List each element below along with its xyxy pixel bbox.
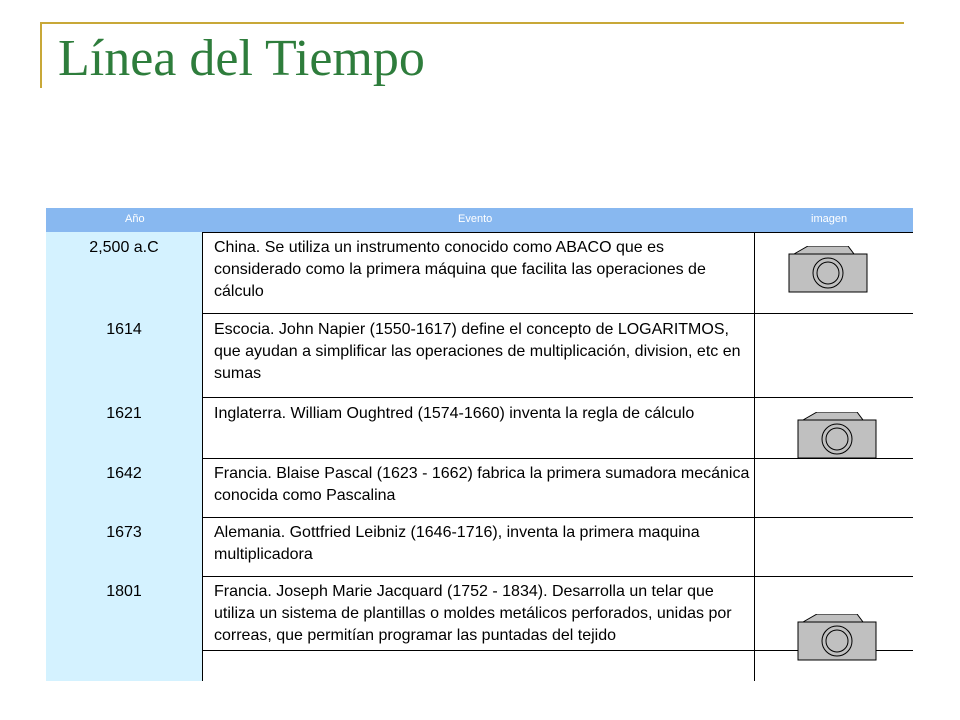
row-event: China. Se utiliza un instrumento conocido como ABACO que es considerado como la primera máquina que facilita las operaciones de cálculo: [214, 239, 706, 300]
header-event: Evento: [458, 213, 493, 225]
row-year: 1673: [106, 524, 142, 541]
row-year: 2,500 a.C: [89, 239, 159, 256]
header-year: Año: [125, 213, 145, 225]
year-column-background: [46, 232, 202, 681]
row-event: Escocia. John Napier (1550-1617) define el concepto de LOGARITMOS, que ayudan a simplificar las operaciones de multiplicación, division, etc en sumas: [214, 321, 741, 382]
camera-icon: [797, 412, 877, 460]
table-header: [46, 208, 913, 232]
timeline-table: [46, 208, 913, 681]
row-divider: [202, 576, 913, 577]
row-divider: [202, 313, 913, 314]
row-event: Alemania. Gottfried Leibniz (1646-1716), inventa la primera maquina multiplicadora: [214, 524, 700, 563]
row-year: 1621: [106, 405, 142, 422]
row-year: 1642: [106, 465, 142, 482]
header-image: imagen: [811, 213, 848, 225]
frame-left-rule: [40, 22, 42, 88]
row-divider: [202, 517, 913, 518]
slide-title: Línea del Tiempo: [58, 30, 425, 87]
row-year: 1801: [106, 583, 142, 600]
column-divider-image: [754, 232, 755, 681]
row-event: Francia. Blaise Pascal (1623 - 1662) fabrica la primera sumadora mecánica conocida como Pascalina: [214, 465, 750, 504]
row-divider: [202, 397, 913, 398]
column-divider-year: [202, 232, 203, 681]
row-year: 1614: [106, 321, 142, 338]
camera-icon: [788, 246, 868, 294]
row-event: Francia. Joseph Marie Jacquard (1752 - 1834). Desarrolla un telar que utiliza un sistema de plantillas o moldes metálicos perforados, unidas por correas, que permitían programar las puntadas del tejido: [214, 583, 732, 644]
row-event: Inglaterra. William Oughtred (1574-1660) inventa la regla de cálculo: [214, 405, 695, 422]
camera-icon: [797, 614, 877, 662]
frame-top-rule: [40, 22, 904, 24]
row-divider: [202, 232, 913, 233]
